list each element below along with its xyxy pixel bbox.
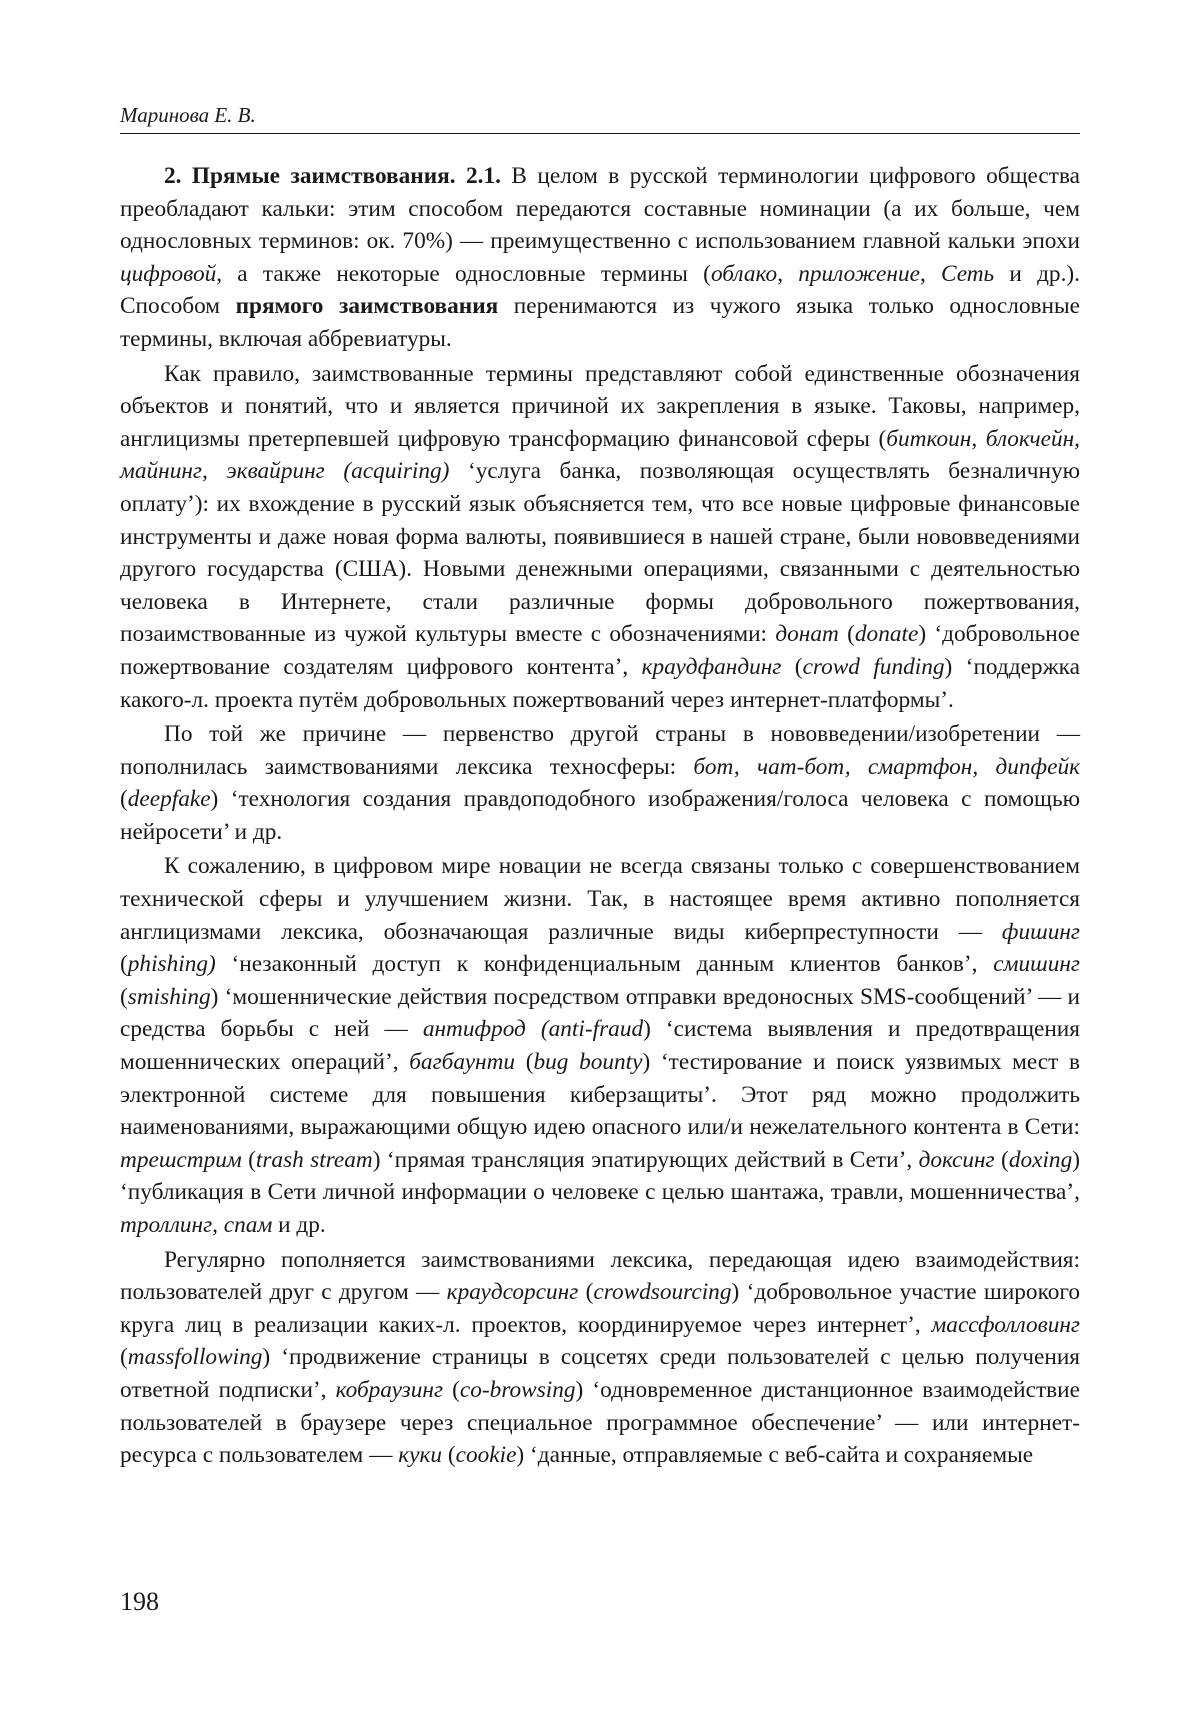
text-run: и др.). Способом <box>120 260 1080 320</box>
term: bug bounty <box>533 1049 643 1076</box>
text-run: ) ‘данные, отправляемые с веб-сайта и сохраняемые <box>516 1442 1034 1469</box>
header-rule <box>120 133 1080 134</box>
term: phishing) <box>127 951 216 978</box>
term: багбаунти <box>409 1049 516 1076</box>
text-run: ( <box>994 1146 1009 1173</box>
term: биткоин, блокчейн, майнинг, эквайринг (acquiring) <box>120 425 1080 485</box>
bold-term: прямого заимствования <box>235 293 499 320</box>
section-heading: 2. Прямые заимствования. 2.1. <box>164 163 501 189</box>
text-run: ( <box>442 1442 456 1469</box>
text-run: , <box>777 260 799 287</box>
term: donate <box>854 621 919 648</box>
text-run: К сожалению, в цифровом мире новации не всегда связаны только с совершенствованием технической сферы и улучшением жизни. Так, в настоящее время активно пополняется англицизмами лексика, обозначающая различные виды киберпреступности — <box>120 853 1080 945</box>
text-run: ) ‘одновременное дистанционное взаимодействие пользователей в браузере через специальное программное обеспечение’ — или интернет-ресурса с пользователем — <box>120 1376 1080 1469</box>
text-run: ( <box>515 1049 534 1076</box>
term: deepfake <box>127 786 211 813</box>
text-run: ) ‘прямая трансляция эпатирующих действий в Сети’, <box>372 1146 919 1173</box>
text-run: , а также некоторые однословные термины ( <box>216 260 711 287</box>
running-head-author: Маринова Е. В. <box>120 103 256 127</box>
text-run: ( <box>120 983 128 1010</box>
term: цифровой <box>120 260 217 287</box>
text-run: ( <box>241 1146 256 1173</box>
text-run: ( <box>838 621 855 648</box>
text-run: ( <box>120 951 128 978</box>
text-run: ) ‘добровольное участие широкого круга лиц в реализации каких-л. проектов, координируемое через интернет’, <box>120 1279 1080 1338</box>
text-run: В целом в русской терминологии цифрового общества преобладают кальки: этим способом передаются составные номинации (а их больше, чем однословных терминов: ок. 70%) — преимущественно с использованием главной кальки эпохи <box>120 163 1080 255</box>
term: смишинг <box>993 951 1080 978</box>
term: co-browsing <box>459 1376 576 1403</box>
paragraph-1 <box>120 160 1080 356</box>
text-run: ‘незаконный доступ к конфиденциальным данным клиентов банков’, <box>215 951 994 978</box>
term: трешстрим <box>120 1146 242 1173</box>
term: фишинг <box>1001 918 1080 945</box>
text-run: перенимаются из чужого языка только однословные термины, включая аббревиатуры. <box>120 293 1080 352</box>
text-run: ) ‘поддержка какого-л. проекта путём добровольных пожертвований через интернет-платформы’. <box>120 653 1080 713</box>
text-run: , <box>919 260 941 287</box>
text-run: ( <box>120 786 128 813</box>
text-run: ) ‘публикация в Сети личной информации о человеке с целью шантажа, травли, мошенничества’, <box>120 1146 1080 1206</box>
term: приложение <box>798 260 920 287</box>
text-run: ( <box>120 1344 128 1371</box>
term: massfollowing <box>127 1344 263 1371</box>
term: облако <box>710 260 778 287</box>
term: массфолловинг <box>931 1311 1080 1338</box>
text-run: ) ‘продвижение страницы в соцсетях среди пользователей с целью получения ответной подписки’, <box>120 1344 1080 1403</box>
text-run: ) ‘добровольное пожертвование создателям цифрового контента’, <box>120 621 1080 680</box>
text-run: Как правило, заимствованные термины представляют собой единственные обозначения объектов и понятий, что и является причиной их закрепления в языке. Таковы, например, англицизмы претерпевшей цифровую трансформацию финансовой сферы ( <box>120 360 1080 452</box>
term: краудсорсинг <box>446 1279 579 1306</box>
term: doxing <box>1008 1146 1073 1173</box>
text-run: ‘услуга банка, позволяющая осуществлять безналичную оплату’): их вхождение в русский язык объясняется тем, что все новые цифровые финансовые инструменты и даже новая форма валюты, появившиеся в нашей стране, были нововведениями другого государства (США). Новыми денежными операциями, связанными с деятельностью человека в Интернете, стали различные формы добровольного пожертвования, позаимствованные из чужой культуры вместе с обозначениями: <box>120 458 1081 648</box>
term: кобраузинг <box>335 1376 444 1403</box>
term: антифрод (anti-fraud <box>422 1016 644 1043</box>
text-run: и др. <box>272 1212 326 1238</box>
text-run: Регулярно пополняется заимствованиями лексика, передающая идею взаимодействия: пользователей друг с другом — <box>120 1246 1080 1306</box>
term: троллинг, спам <box>120 1212 273 1238</box>
text-run: ( <box>781 653 803 680</box>
paragraph-4 <box>120 850 1080 1241</box>
term: crowdsourcing <box>593 1279 732 1306</box>
text-run: ( <box>443 1376 460 1403</box>
term: smishing <box>127 983 211 1010</box>
text-run: ) ‘система выявления и предотвращения мошеннических операций’, <box>120 1016 1080 1076</box>
paragraph-5 <box>120 1244 1080 1472</box>
text-run: ) ‘мошеннические действия посредством отправки вредоносных SMS-сообщений’ — и средства борьбы с ней — <box>120 983 1080 1043</box>
term: cookie <box>455 1442 517 1469</box>
term: Сеть <box>941 260 995 287</box>
text-run: ) ‘технология создания правдоподобного изображения/голоса человека с помощью нейросети’ и др. <box>120 786 1080 845</box>
term: донат <box>775 621 839 648</box>
paragraph-3 <box>120 718 1080 848</box>
paragraph-2 <box>120 358 1080 717</box>
text-run: По той же причине — первенство другой страны в нововведении/изобретении — пополнилась заимствованиями лексика техносферы: <box>120 721 1080 780</box>
term: куки <box>398 1442 443 1469</box>
term: crowd funding <box>802 653 945 680</box>
term: trash stream <box>255 1146 373 1173</box>
term: доксинг <box>918 1146 995 1173</box>
term: краудфандинг <box>641 653 782 680</box>
term: бот, чат-бот, смартфон, дипфейк <box>693 753 1080 780</box>
text-run: ( <box>578 1279 594 1306</box>
article-body <box>120 160 1080 1472</box>
text-run: ) ‘тестирование и поиск уязвимых мест в электронной системе для повышения киберзащиты’. Этот ряд можно продолжить наименованиями, выражающими общую идею опасного или/и нежелательного контента в Сети: <box>120 1049 1080 1141</box>
page-number: 198 <box>120 1587 159 1616</box>
